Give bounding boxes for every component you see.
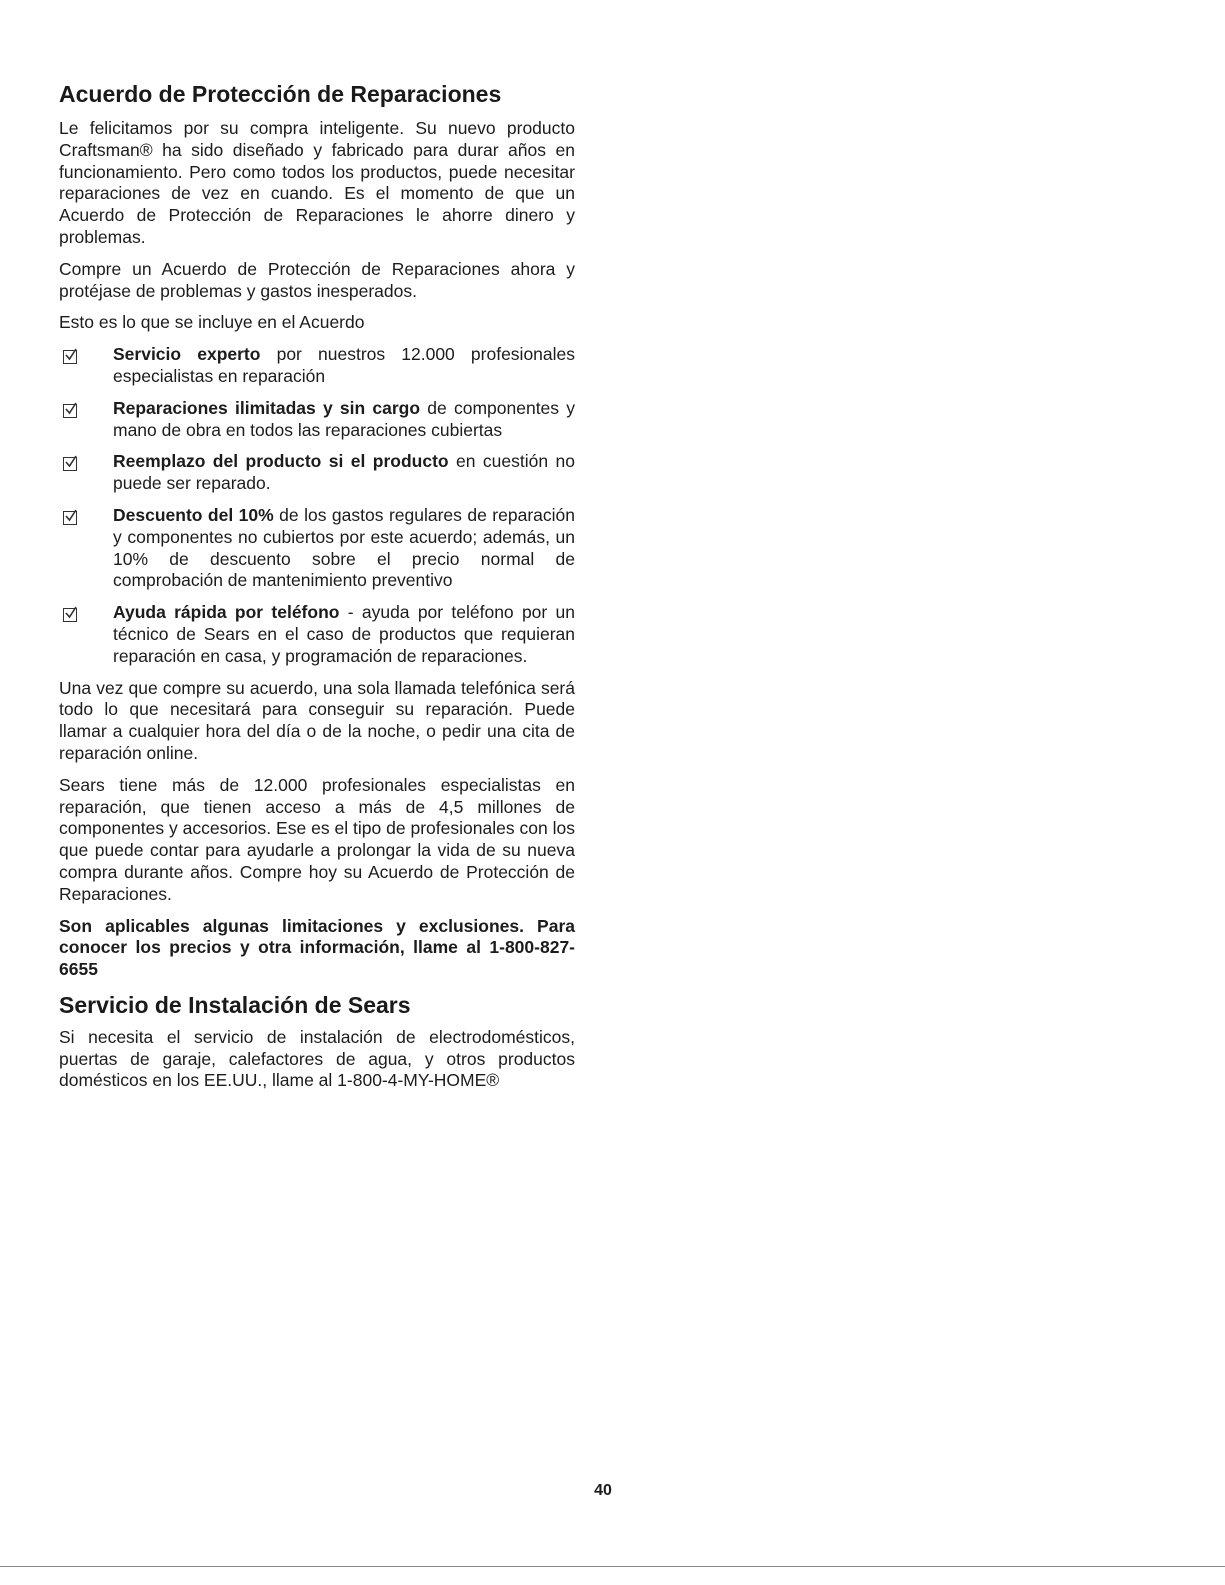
feature-list — [59, 344, 575, 667]
purchase-paragraph: Compre un Acuerdo de Protección de Reparaciones ahora y protéjase de problemas y gastos inesperados. — [59, 258, 575, 301]
feature-text — [113, 398, 575, 442]
single-call-paragraph: Una vez que compre su acuerdo, una sola llamada telefónica será todo lo que necesitará para conseguir su reparación. Puede llamar a cualquier hora del día o de la noche, o pedir una cita de reparación online. — [59, 677, 575, 763]
feature-description: en cuestión no puede ser reparado. — [113, 451, 576, 494]
checkbox-checked-icon — [63, 457, 77, 471]
page-number: 40 — [594, 1482, 612, 1499]
included-intro: Esto es lo que se incluye en el Acuerdo — [59, 312, 365, 333]
feature-text — [113, 451, 575, 495]
list-item — [59, 398, 575, 442]
sears-professionals-paragraph: Sears tiene más de 12.000 profesionales especialistas en reparación, que tienen acceso a más de 4,5 millones de componentes y accesorios. Ese es el tipo de profesionales con los que puede contar para ayudarle a prolongar la vida de su nueva compra durante años. Compre hoy su Acuerdo de Protección de Reparaciones. — [59, 774, 575, 904]
feature-bold: Reemplazo del producto si el producto — [113, 451, 449, 472]
checkbox-checked-icon — [63, 404, 77, 418]
section-title-repair-protection: Acuerdo de Protección de Reparaciones — [59, 81, 502, 107]
feature-text — [113, 602, 575, 667]
section-title-installation: Servicio de Instalación de Sears — [59, 991, 411, 1018]
checkbox-checked-icon — [63, 350, 77, 364]
list-item — [59, 451, 575, 495]
list-item — [59, 505, 575, 592]
checkbox-checked-icon — [63, 511, 77, 525]
main-column — [59, 80, 575, 1102]
feature-bold: Reparaciones ilimitadas y sin cargo — [113, 397, 421, 418]
feature-description: de componentes y mano de obra en todos las reparaciones cubiertas — [113, 397, 576, 440]
feature-description: de los gastos regulares de reparación y componentes no cubiertos por este acuerdo; además, un 10% de descuento sobre el precio normal de comprobación de mantenimiento preventivo — [113, 504, 575, 591]
checkbox-checked-icon — [63, 608, 77, 622]
installation-paragraph: Si necesita el servicio de instalación de electrodomésticos, puertas de garaje, calefactores de agua, y otros productos domésticos en los EE.UU., llame al 1-800-4-MY-HOME® — [59, 1026, 575, 1091]
intro-paragraph: Le felicitamos por su compra inteligente. Su nuevo producto Craftsman® ha sido diseñado y fabricado para durar años en funcionamiento. Pero como todos los productos, puede necesitar reparaciones de vez en cuando. Es el momento de que un Acuerdo de Protección de Reparaciones le ahorre dinero y problemas. — [59, 118, 575, 247]
feature-text — [113, 344, 575, 388]
feature-text — [113, 505, 575, 592]
list-item — [59, 344, 575, 388]
feature-description: por nuestros 12.000 profesionales especialistas en reparación — [113, 344, 576, 386]
list-item — [59, 602, 575, 667]
feature-bold: Servicio experto — [113, 344, 261, 365]
feature-description: - ayuda por teléfono por un técnico de Sears en el caso de productos que requieran reparación en casa, y programación de reparaciones. — [113, 602, 575, 666]
feature-bold: Ayuda rápida por teléfono — [113, 602, 340, 623]
limitations-notice: Son aplicables algunas limitaciones y exclusiones. Para conocer los precios y otra información, llame al 1-800-827-6655 — [59, 915, 575, 980]
bottom-divider — [0, 1566, 1225, 1567]
feature-bold: Descuento del 10% — [113, 504, 274, 525]
